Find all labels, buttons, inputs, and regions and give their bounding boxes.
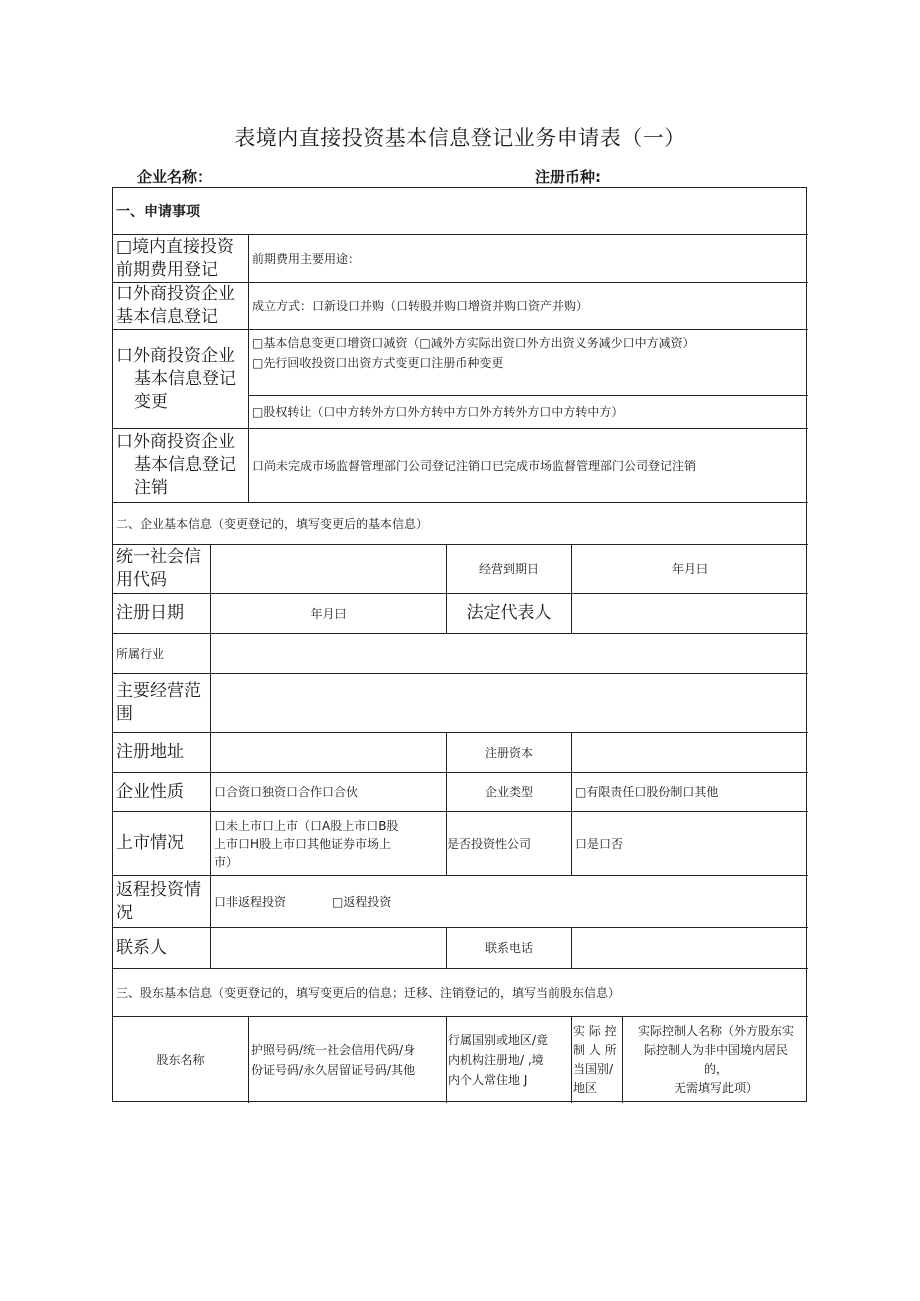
address-field[interactable] <box>210 732 446 772</box>
col-shareholder-id <box>248 1016 446 1103</box>
scope-label-line2: 围 <box>116 704 133 724</box>
uscc-label <box>113 544 210 593</box>
col-shareholder-country-line2: 内机构注册地/ ,境 <box>448 1053 544 1067</box>
contact-label: 联系人 <box>113 927 210 968</box>
cancellation-options-text: 口尚未完成市场监督管理部门公司登记注销口已完成市场监督管理部门公司登记注销 <box>252 458 697 473</box>
expiry-label: 经营到期日 <box>446 544 571 593</box>
expiry-date-placeholder: 年月曰 <box>671 562 708 576</box>
section3-heading: 三、股东基本信息（变更登记的，填写变更后的信息；迁移、注销登记的，填写当前股东信息） <box>113 968 808 1016</box>
col-controller-name-line1: 实际控制人名称（外方股东实 <box>637 1024 794 1038</box>
col-controller-country-line2: 制 人 所 <box>573 1043 617 1057</box>
roundtrip-label <box>113 875 210 927</box>
row-change-reg-label-line2: 基本信息登记 <box>134 368 236 389</box>
equity-transfer-field[interactable] <box>248 395 808 428</box>
uscc-label-line1: 统一社会信 <box>116 547 201 567</box>
col-shareholder-country-line1: 行属国别或地区/竟 <box>448 1033 549 1047</box>
listing-options-line3: 市） <box>214 854 239 869</box>
row-cancel-reg-label-line2: 基本信息登记 <box>134 455 236 475</box>
address-label: 注册地址 <box>113 732 210 772</box>
roundtrip-option-yes[interactable]: □返程投资 <box>332 894 392 909</box>
col-shareholder-country-line3: 内个人常住地 J <box>448 1073 528 1087</box>
contact-field[interactable] <box>210 927 446 968</box>
reg-date-label: 注册日期 <box>113 593 210 633</box>
listing-label: 上市情况 <box>113 811 210 875</box>
scope-label <box>113 673 210 732</box>
phone-field[interactable] <box>571 927 808 968</box>
roundtrip-label-line1: 返程投资情 <box>116 879 201 900</box>
uscc-field[interactable] <box>210 544 446 593</box>
establishment-method-text: 成立方式：口新设口并购（口转股并购口增资并购口资产并购） <box>252 299 589 313</box>
legal-rep-label: 法定代表人 <box>446 593 571 633</box>
industry-label: 所属行业 <box>113 633 210 673</box>
col-controller-country-line3: 当国别/ <box>573 1062 614 1076</box>
col-shareholder-name: 股东名称 <box>113 1016 248 1103</box>
row-cancel-reg-label[interactable] <box>113 428 248 502</box>
nature-options[interactable] <box>210 772 446 811</box>
row-prelim-expense-label[interactable] <box>113 234 248 282</box>
row-prelim-expense-label-line2: 前期费用登记 <box>116 259 218 280</box>
form-title: 表境内直接投资基本信息登记业务申请表（一） <box>234 126 686 150</box>
uscc-label-line2: 用代码 <box>116 570 167 590</box>
row-change-reg-label-line1: 口外商投资企业 <box>116 345 235 366</box>
reg-date-placeholder: 年月曰 <box>310 606 347 621</box>
row-basic-reg-label-line1: 口外商投资企业 <box>116 284 235 304</box>
capital-label: 注册资本 <box>446 732 571 772</box>
equity-transfer-text: □股权转让（口中方转外方口外方转中方口外方转外方口中方转中方） <box>252 405 624 419</box>
type-label: 企业类型 <box>446 772 571 811</box>
col-controller-name <box>622 1016 808 1103</box>
prelim-expense-purpose-field[interactable] <box>248 234 808 282</box>
investment-co-options[interactable] <box>571 811 808 875</box>
section2-heading: 二、企业基本信息（变更登记的，填写变更后的基本信息） <box>113 502 808 544</box>
roundtrip-label-line2: 况 <box>116 902 133 923</box>
change-options-field[interactable] <box>248 329 808 395</box>
prelim-expense-purpose-text: 前期费用主要用途： <box>252 251 361 266</box>
change-options-line2: □先行回收投资口出资方式变更口注册币种变更 <box>252 356 504 370</box>
type-options-text: □有限责任口股份制口其他 <box>575 785 719 799</box>
application-form-table <box>112 187 807 1102</box>
col-controller-country <box>571 1016 622 1103</box>
col-shareholder-id-line1: 护照号码/统一社会信用代码/身 <box>251 1043 416 1057</box>
row-basic-reg-label[interactable] <box>113 282 248 329</box>
phone-label: 联系电话 <box>446 927 571 968</box>
establishment-method-field[interactable] <box>248 282 808 329</box>
row-basic-reg-label-line2: 基本信息登记 <box>116 307 218 327</box>
currency-label: 注册币种: <box>535 168 601 186</box>
reg-date-field[interactable] <box>210 593 446 633</box>
col-controller-name-line4: 无需填写此项） <box>673 1081 758 1095</box>
row-cancel-reg-label-line3: 注销 <box>134 478 168 498</box>
investment-co-options-text: 口是口否 <box>575 836 624 851</box>
type-options[interactable] <box>571 772 808 811</box>
capital-field[interactable] <box>571 732 808 772</box>
listing-options-line1: 口未上市口上市（口A股上市口B股 <box>214 818 399 833</box>
roundtrip-options[interactable] <box>210 875 808 927</box>
legal-rep-field[interactable] <box>571 593 808 633</box>
expiry-field[interactable] <box>571 544 808 593</box>
col-controller-country-line1: 实 际 控 <box>573 1024 617 1038</box>
listing-options-line2: 上市口H股上市口其他证券市场上 <box>214 836 392 851</box>
company-name-label: 企业名称： <box>137 168 213 186</box>
section1-heading: 一、申请事项 <box>116 204 200 220</box>
col-controller-name-line2: 际控制人为非中国境内居民 <box>643 1043 788 1057</box>
col-controller-country-line4: 地区 <box>573 1081 598 1095</box>
investment-co-label: 是否投资性公司 <box>446 811 571 875</box>
nature-label: 企业性质 <box>113 772 210 811</box>
col-shareholder-country <box>446 1016 571 1103</box>
row-cancel-reg-label-line1: 口外商投资企业 <box>116 432 235 452</box>
roundtrip-option-non[interactable]: 口非返程投资 <box>214 894 287 909</box>
col-shareholder-id-line2: 份证号码/永久居留证号码/其他 <box>251 1063 416 1077</box>
industry-field[interactable] <box>210 633 808 673</box>
scope-label-line1: 主要经营范 <box>116 681 201 701</box>
row-prelim-expense-label-line1: □境内直接投资 <box>116 236 235 257</box>
listing-options[interactable] <box>210 811 446 875</box>
cancellation-options-field[interactable] <box>248 428 808 502</box>
row-change-reg-label-line3: 变更 <box>134 391 168 412</box>
scope-field[interactable] <box>210 673 808 732</box>
nature-options-text: 口合资口独资口合作口合伙 <box>214 785 359 799</box>
row-change-reg-label[interactable] <box>113 329 248 428</box>
change-options-line1: □基本信息变更口增资口减资（□减外方实际出资口外方出资义务减少口中方减资） <box>252 336 695 350</box>
col-controller-name-line3: 的， <box>703 1062 728 1076</box>
